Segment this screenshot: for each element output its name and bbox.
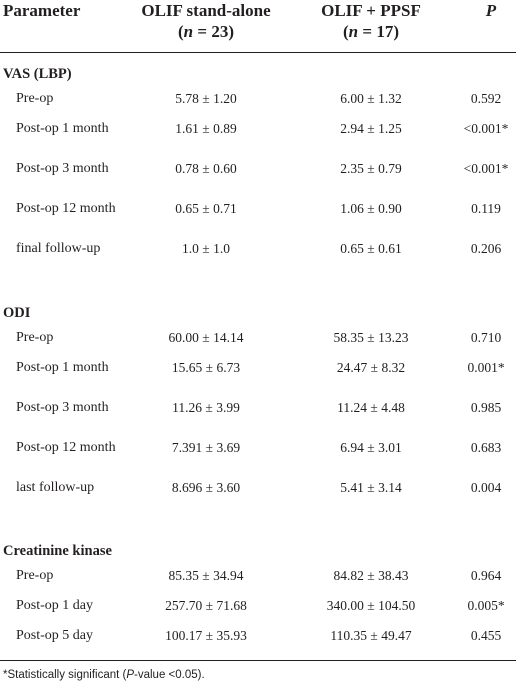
value-olif-ppsf: 84.82 ± 38.43 [333,568,409,583]
value-p: 0.119 [471,201,501,216]
value-p: 0.001* [467,360,505,375]
row-label: Post-op 5 day [16,628,93,643]
row-label: Pre-op [16,330,54,345]
header-p-value: P [485,1,497,20]
value-olif-ppsf: 2.94 ± 1.25 [340,121,402,136]
value-olif-standalone: 11.26 ± 3.99 [172,400,240,415]
value-p: 0.005* [467,598,505,613]
value-olif-ppsf: 58.35 ± 13.23 [333,330,409,345]
value-olif-standalone: 1.61 ± 0.89 [175,121,237,136]
header-olif-standalone-title: OLIF stand-alone [141,1,271,20]
value-p: 0.592 [470,91,502,106]
value-olif-standalone: 5.78 ± 1.20 [175,91,237,106]
header-olif-ppsf-title: OLIF + PPSF [321,1,421,20]
value-olif-ppsf: 1.06 ± 0.90 [340,201,402,216]
header-olif-standalone [137,0,275,42]
value-p: <0.001* [463,121,509,136]
value-olif-ppsf: 11.24 ± 4.48 [337,400,405,415]
value-olif-ppsf: 5.41 ± 3.14 [340,480,402,495]
row-label: last follow-up [16,480,95,495]
value-p: 0.455 [470,628,502,643]
table-header [0,0,516,52]
value-olif-ppsf: 2.35 ± 0.79 [340,161,402,176]
value-olif-standalone: 100.17 ± 35.93 [165,628,247,643]
value-olif-standalone: 85.35 ± 34.94 [168,568,244,583]
row-label: Pre-op [16,568,54,583]
row-label: Post-op 1 month [16,360,109,375]
value-olif-ppsf: 6.94 ± 3.01 [340,440,402,455]
value-olif-ppsf: 110.35 ± 49.47 [330,628,412,643]
value-p: <0.001* [463,161,509,176]
bottom-rule [0,660,516,661]
value-olif-standalone: 8.696 ± 3.60 [171,480,241,495]
row-label: Post-op 12 month [16,440,116,455]
row-label: Pre-op [16,91,54,106]
value-olif-ppsf: 340.00 ± 104.50 [326,598,416,613]
row-label: final follow-up [16,241,101,256]
row-label: Post-op 12 month [16,201,116,216]
header-olif-ppsf [313,0,429,42]
row-label: Post-op 1 day [16,598,93,613]
section-title: ODI [3,305,31,321]
value-p: 0.206 [470,241,502,256]
row-label: Post-op 1 month [16,121,109,136]
row-label: Post-op 3 month [16,400,109,415]
value-p: 0.985 [470,400,502,415]
value-olif-standalone: 0.78 ± 0.60 [175,161,237,176]
value-olif-standalone: 0.65 ± 0.71 [175,201,237,216]
row-label: Post-op 3 month [16,161,109,176]
footnote: *Statistically significant (P-value <0.05). [3,669,205,681]
header-olif-standalone-n: (n = 23) [178,22,234,41]
value-p: 0.683 [470,440,502,455]
value-olif-standalone: 15.65 ± 6.73 [171,360,241,375]
header-parameter: Parameter [3,1,81,20]
value-p: 0.964 [470,568,502,583]
section-title: VAS (LBP) [3,66,72,82]
value-olif-ppsf: 24.47 ± 8.32 [336,360,406,375]
value-olif-standalone: 1.0 ± 1.0 [182,241,230,256]
value-olif-ppsf: 6.00 ± 1.32 [340,91,402,106]
section-title: Creatinine kinase [3,543,112,559]
value-olif-standalone: 7.391 ± 3.69 [171,440,241,455]
header-olif-ppsf-n: (n = 17) [343,22,399,41]
value-olif-standalone: 60.00 ± 14.14 [168,330,244,345]
value-p: 0.710 [470,330,502,345]
header-rule [0,52,516,53]
value-p: 0.004 [470,480,502,495]
value-olif-ppsf: 0.65 ± 0.61 [340,241,402,256]
value-olif-standalone: 257.70 ± 71.68 [165,598,247,613]
